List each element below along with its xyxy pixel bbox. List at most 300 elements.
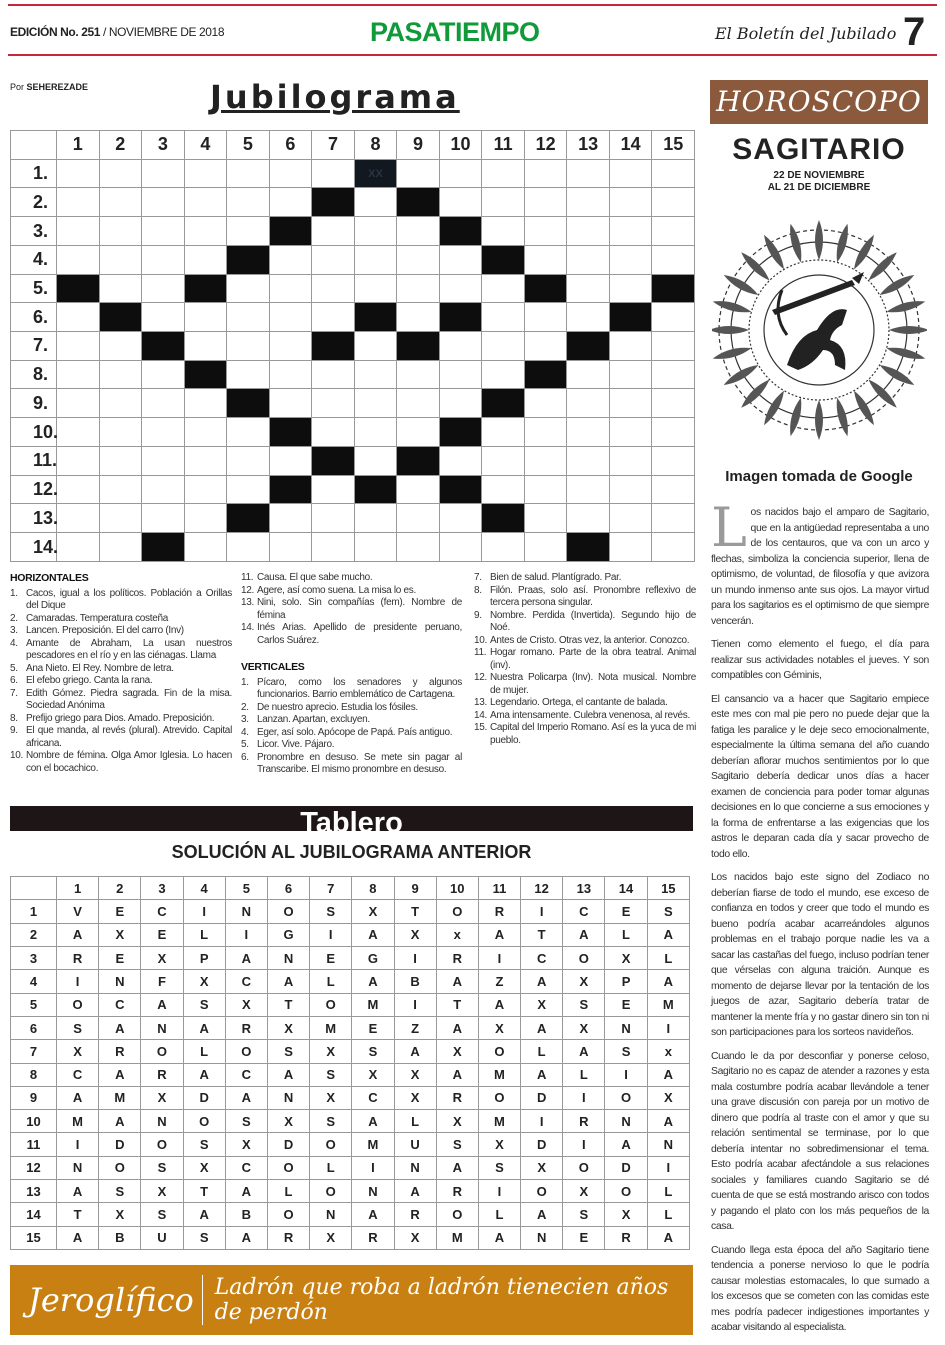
clues-column-1 — [10, 572, 232, 775]
solution-letter: I — [563, 1086, 605, 1109]
clue-text: Ama intensamente. Culebra venenosa, al revés. — [490, 709, 690, 721]
black-cell — [57, 274, 100, 303]
empty-cell[interactable] — [227, 274, 270, 303]
empty-cell[interactable] — [184, 475, 227, 504]
solution-letter: Z — [394, 1016, 436, 1039]
empty-cell[interactable] — [184, 303, 227, 332]
solution-letter: D — [183, 1086, 225, 1109]
row-number: 6. — [11, 303, 57, 332]
black-cell — [482, 504, 525, 533]
solution-letter: X — [563, 1180, 605, 1203]
row-number: 8. — [11, 360, 57, 389]
empty-cell[interactable] — [397, 504, 440, 533]
empty-cell[interactable] — [397, 245, 440, 274]
empty-cell[interactable] — [184, 446, 227, 475]
empty-cell[interactable] — [354, 389, 397, 418]
empty-cell[interactable] — [524, 303, 567, 332]
empty-cell[interactable] — [567, 274, 610, 303]
empty-cell[interactable] — [354, 533, 397, 562]
empty-cell[interactable] — [354, 274, 397, 303]
solution-letter: A — [57, 923, 99, 946]
empty-cell[interactable] — [652, 389, 695, 418]
empty-cell[interactable] — [397, 533, 440, 562]
empty-cell[interactable] — [227, 188, 270, 217]
solution-letter: I — [563, 1133, 605, 1156]
empty-cell[interactable] — [269, 504, 312, 533]
solution-letter: X — [141, 1086, 183, 1109]
empty-cell[interactable] — [439, 245, 482, 274]
solution-letter: O — [57, 993, 99, 1016]
empty-cell[interactable] — [227, 332, 270, 361]
row-number: 11 — [11, 1133, 57, 1156]
empty-cell[interactable] — [184, 245, 227, 274]
empty-cell[interactable] — [184, 332, 227, 361]
empty-cell[interactable] — [227, 360, 270, 389]
black-cell — [567, 533, 610, 562]
horizontales-heading: HORIZONTALES — [10, 572, 89, 584]
empty-cell[interactable] — [57, 389, 100, 418]
empty-cell[interactable] — [482, 446, 525, 475]
solution-letter: N — [310, 1203, 352, 1226]
empty-cell[interactable] — [439, 274, 482, 303]
solution-letter: A — [563, 1040, 605, 1063]
empty-cell[interactable] — [354, 446, 397, 475]
solution-row — [11, 1040, 690, 1063]
empty-cell[interactable] — [524, 389, 567, 418]
empty-cell[interactable] — [354, 245, 397, 274]
solution-letter: R — [141, 1063, 183, 1086]
empty-cell[interactable] — [269, 188, 312, 217]
column-number: 10 — [439, 131, 482, 160]
clue-number: 11. — [241, 572, 254, 583]
empty-cell[interactable] — [397, 217, 440, 246]
solution-letter: I — [394, 946, 436, 969]
empty-cell[interactable] — [652, 475, 695, 504]
empty-cell[interactable] — [99, 159, 142, 188]
empty-cell[interactable] — [57, 504, 100, 533]
empty-cell[interactable] — [57, 418, 100, 447]
grid-row — [11, 332, 695, 361]
empty-cell[interactable] — [609, 217, 652, 246]
empty-cell[interactable] — [269, 389, 312, 418]
solution-letter: A — [521, 1063, 563, 1086]
empty-cell[interactable] — [142, 389, 185, 418]
newspaper-name: El Boletín del Jubilado — [715, 24, 897, 43]
empty-cell[interactable] — [524, 217, 567, 246]
empty-cell[interactable] — [524, 475, 567, 504]
empty-cell[interactable] — [609, 446, 652, 475]
empty-cell[interactable] — [142, 274, 185, 303]
solution-letter: I — [225, 923, 267, 946]
empty-cell[interactable] — [312, 533, 355, 562]
clue — [474, 585, 696, 610]
empty-cell[interactable] — [184, 418, 227, 447]
empty-cell[interactable] — [184, 389, 227, 418]
empty-cell[interactable] — [354, 418, 397, 447]
empty-cell[interactable] — [482, 332, 525, 361]
clue-text: Camaradas. Temperatura costeña — [26, 612, 169, 624]
solution-letter: A — [225, 1180, 267, 1203]
empty-cell[interactable] — [184, 188, 227, 217]
paragraph-6: Cuando llega esta época del año Sagitario tiene tendencia a ponerse nervioso lo que le podría causar molestias estomacales, lo que sumado a los excesos que se cometen con las comidas este mes podría padecer indigestiones importantes y acabar visitando al especialista. — [711, 1244, 929, 1333]
empty-cell[interactable] — [269, 245, 312, 274]
empty-cell[interactable] — [482, 274, 525, 303]
dates-end: AL 21 DE DICIEMBRE — [767, 182, 871, 193]
empty-cell[interactable] — [57, 475, 100, 504]
empty-cell[interactable] — [312, 159, 355, 188]
empty-cell[interactable] — [142, 217, 185, 246]
empty-cell[interactable] — [142, 360, 185, 389]
empty-cell[interactable] — [652, 159, 695, 188]
solution-letter: B — [225, 1203, 267, 1226]
empty-cell[interactable] — [142, 159, 185, 188]
empty-cell[interactable] — [99, 274, 142, 303]
solution-letter: T — [394, 900, 436, 923]
clue-number: 4. — [10, 637, 18, 649]
grid-row — [11, 504, 695, 533]
row-number: 1. — [11, 159, 57, 188]
empty-cell[interactable] — [609, 159, 652, 188]
solution-letter: E — [99, 946, 141, 969]
empty-cell[interactable] — [269, 446, 312, 475]
clue — [241, 572, 462, 585]
empty-cell[interactable] — [227, 303, 270, 332]
empty-cell[interactable] — [567, 360, 610, 389]
petal — [738, 249, 772, 283]
black-cell — [142, 533, 185, 562]
empty-cell[interactable] — [57, 303, 100, 332]
empty-cell[interactable] — [609, 332, 652, 361]
solution-letter: X — [352, 1063, 394, 1086]
empty-cell[interactable] — [439, 389, 482, 418]
empty-cell[interactable] — [99, 217, 142, 246]
sagittarius-illustration — [712, 200, 927, 455]
empty-cell[interactable] — [524, 533, 567, 562]
divider — [202, 1275, 203, 1325]
empty-cell[interactable] — [439, 159, 482, 188]
solution-letter: I — [352, 1156, 394, 1179]
solution-letter: A — [99, 1110, 141, 1133]
empty-cell[interactable] — [99, 389, 142, 418]
row-number: 14 — [11, 1203, 57, 1226]
empty-cell[interactable] — [567, 159, 610, 188]
row-number: 4 — [11, 970, 57, 993]
empty-cell[interactable] — [482, 475, 525, 504]
empty-cell[interactable] — [567, 245, 610, 274]
solution-letter: P — [605, 970, 647, 993]
empty-cell[interactable] — [312, 245, 355, 274]
dates-start: 22 DE NOVIEMBRE — [773, 170, 865, 181]
empty-cell[interactable] — [184, 217, 227, 246]
empty-cell[interactable] — [609, 188, 652, 217]
empty-cell[interactable] — [652, 188, 695, 217]
empty-cell[interactable] — [524, 188, 567, 217]
empty-cell[interactable] — [99, 245, 142, 274]
empty-cell[interactable] — [482, 360, 525, 389]
empty-cell[interactable] — [312, 475, 355, 504]
empty-cell[interactable] — [99, 533, 142, 562]
solution-letter: N — [57, 1156, 99, 1179]
solution-letter: S — [310, 1110, 352, 1133]
empty-cell[interactable] — [57, 188, 100, 217]
column-number: 4 — [184, 131, 227, 160]
solution-letter: X — [394, 1226, 436, 1249]
empty-cell[interactable] — [354, 332, 397, 361]
solution-letter: C — [563, 900, 605, 923]
empty-cell[interactable] — [609, 274, 652, 303]
solution-letter: E — [310, 946, 352, 969]
solution-letter: X — [436, 1040, 478, 1063]
solution-letter: R — [436, 1180, 478, 1203]
solution-letter: P — [183, 946, 225, 969]
solution-letter: L — [478, 1203, 520, 1226]
empty-cell[interactable] — [524, 418, 567, 447]
row-number: 13. — [11, 504, 57, 533]
empty-cell[interactable] — [439, 533, 482, 562]
empty-cell[interactable] — [142, 446, 185, 475]
empty-cell[interactable] — [57, 159, 100, 188]
solution-letter: S — [141, 1203, 183, 1226]
marked-cell: XX — [354, 159, 397, 188]
empty-cell[interactable] — [227, 418, 270, 447]
clue-number: 6. — [241, 751, 249, 763]
empty-cell[interactable] — [184, 159, 227, 188]
empty-cell[interactable] — [482, 217, 525, 246]
solution-letter: A — [647, 1063, 689, 1086]
empty-cell[interactable] — [609, 475, 652, 504]
empty-cell[interactable] — [524, 332, 567, 361]
petal — [815, 220, 823, 260]
empty-cell[interactable] — [652, 533, 695, 562]
empty-cell[interactable] — [397, 303, 440, 332]
column-number: 11 — [482, 131, 525, 160]
empty-cell[interactable] — [269, 274, 312, 303]
column-number: 9 — [394, 877, 436, 900]
black-cell — [184, 274, 227, 303]
clue-number: 8. — [474, 584, 482, 596]
empty-cell[interactable] — [269, 533, 312, 562]
empty-cell[interactable] — [439, 332, 482, 361]
empty-cell[interactable] — [524, 446, 567, 475]
empty-cell[interactable] — [57, 217, 100, 246]
empty-cell[interactable] — [184, 533, 227, 562]
empty-cell[interactable] — [312, 504, 355, 533]
clue — [10, 588, 232, 613]
empty-cell[interactable] — [227, 475, 270, 504]
empty-cell[interactable] — [142, 188, 185, 217]
solution-letter: L — [183, 1040, 225, 1063]
empty-cell[interactable] — [567, 418, 610, 447]
solution-letter: R — [267, 1226, 309, 1249]
empty-cell[interactable] — [609, 360, 652, 389]
solution-letter: O — [521, 1180, 563, 1203]
empty-cell[interactable] — [99, 504, 142, 533]
empty-cell[interactable] — [567, 389, 610, 418]
solution-letter: X — [352, 900, 394, 923]
empty-cell[interactable] — [312, 360, 355, 389]
empty-cell[interactable] — [567, 217, 610, 246]
empty-cell[interactable] — [567, 504, 610, 533]
clue — [474, 722, 696, 747]
empty-cell[interactable] — [652, 303, 695, 332]
empty-cell[interactable] — [439, 504, 482, 533]
black-cell — [269, 475, 312, 504]
empty-cell[interactable] — [652, 217, 695, 246]
empty-cell[interactable] — [312, 217, 355, 246]
clue-number: 12. — [474, 672, 488, 683]
solution-letter: A — [436, 1016, 478, 1039]
empty-cell[interactable] — [652, 446, 695, 475]
clue — [10, 663, 232, 676]
solution-letter: S — [352, 1040, 394, 1063]
empty-cell[interactable] — [184, 504, 227, 533]
empty-cell[interactable] — [397, 159, 440, 188]
empty-cell[interactable] — [269, 360, 312, 389]
empty-cell[interactable] — [142, 504, 185, 533]
empty-cell[interactable] — [524, 245, 567, 274]
solution-letter: X — [225, 993, 267, 1016]
empty-cell[interactable] — [312, 303, 355, 332]
solution-letter: I — [647, 1156, 689, 1179]
black-cell — [184, 360, 227, 389]
empty-cell[interactable] — [99, 446, 142, 475]
solution-letter: E — [605, 900, 647, 923]
empty-cell[interactable] — [269, 303, 312, 332]
solution-letter: R — [605, 1226, 647, 1249]
clue-number: 6. — [10, 675, 18, 686]
solution-letter: R — [436, 946, 478, 969]
solution-letter: L — [394, 1110, 436, 1133]
empty-cell[interactable] — [312, 274, 355, 303]
empty-cell[interactable] — [354, 188, 397, 217]
empty-cell[interactable] — [609, 533, 652, 562]
empty-cell[interactable] — [57, 533, 100, 562]
empty-cell[interactable] — [524, 159, 567, 188]
empty-cell[interactable] — [227, 217, 270, 246]
black-cell — [227, 245, 270, 274]
empty-cell[interactable] — [482, 188, 525, 217]
petal — [815, 400, 823, 440]
empty-cell[interactable] — [524, 504, 567, 533]
empty-cell[interactable] — [227, 446, 270, 475]
empty-cell[interactable] — [57, 446, 100, 475]
empty-cell[interactable] — [269, 332, 312, 361]
empty-cell[interactable] — [227, 533, 270, 562]
empty-cell[interactable] — [652, 504, 695, 533]
solution-letter: N — [267, 946, 309, 969]
corner-cell — [11, 877, 57, 900]
empty-cell[interactable] — [142, 245, 185, 274]
solution-letter: I — [394, 993, 436, 1016]
clue — [474, 710, 696, 723]
clue-number: 4. — [241, 726, 249, 738]
empty-cell[interactable] — [142, 475, 185, 504]
empty-cell[interactable] — [354, 360, 397, 389]
empty-cell[interactable] — [99, 418, 142, 447]
solution-letter: E — [99, 900, 141, 923]
empty-cell[interactable] — [354, 217, 397, 246]
solution-letter: S — [267, 1040, 309, 1063]
empty-cell[interactable] — [482, 418, 525, 447]
solution-letter: F — [141, 970, 183, 993]
empty-cell[interactable] — [312, 418, 355, 447]
empty-cell[interactable] — [652, 245, 695, 274]
black-cell — [312, 332, 355, 361]
solution-letter: S — [563, 993, 605, 1016]
row-number: 6 — [11, 1016, 57, 1039]
solution-letter: B — [99, 1226, 141, 1249]
empty-cell[interactable] — [439, 188, 482, 217]
clue-number: 2. — [10, 612, 18, 624]
empty-cell[interactable] — [652, 360, 695, 389]
empty-cell[interactable] — [397, 274, 440, 303]
clue-text: Capital del Imperio Romano. Así es la yuca de mi pueblo. — [490, 722, 696, 746]
empty-cell[interactable] — [397, 360, 440, 389]
row-number: 10 — [11, 1110, 57, 1133]
empty-cell[interactable] — [57, 332, 100, 361]
empty-cell[interactable] — [609, 418, 652, 447]
empty-cell[interactable] — [567, 188, 610, 217]
empty-cell[interactable] — [99, 188, 142, 217]
empty-cell[interactable] — [652, 418, 695, 447]
solution-letter: A — [647, 1110, 689, 1133]
tablero-banner — [10, 806, 693, 831]
clue-text: Ana Nieto. El Rey. Nombre de letra. — [26, 662, 174, 674]
empty-cell[interactable] — [397, 389, 440, 418]
empty-cell[interactable] — [397, 475, 440, 504]
crossword-grid — [10, 130, 695, 562]
solution-letter: L — [521, 1040, 563, 1063]
solution-letter: A — [141, 993, 183, 1016]
solution-letter: M — [352, 993, 394, 1016]
empty-cell[interactable] — [142, 418, 185, 447]
empty-cell[interactable] — [609, 389, 652, 418]
clue-text: Causa. El que sabe mucho. — [257, 572, 373, 583]
empty-cell[interactable] — [142, 303, 185, 332]
empty-cell[interactable] — [397, 418, 440, 447]
solution-letter: A — [57, 1180, 99, 1203]
empty-cell[interactable] — [439, 360, 482, 389]
empty-cell[interactable] — [567, 446, 610, 475]
solution-letter: X — [141, 946, 183, 969]
empty-cell[interactable] — [482, 533, 525, 562]
empty-cell[interactable] — [567, 303, 610, 332]
solution-letter: R — [225, 1016, 267, 1039]
empty-cell[interactable] — [354, 504, 397, 533]
solution-letter: Z — [478, 970, 520, 993]
row-number: 11. — [11, 446, 57, 475]
empty-cell[interactable] — [482, 159, 525, 188]
empty-cell[interactable] — [57, 360, 100, 389]
solution-letter: M — [436, 1226, 478, 1249]
empty-cell[interactable] — [227, 159, 270, 188]
empty-cell[interactable] — [269, 159, 312, 188]
empty-cell[interactable] — [99, 332, 142, 361]
empty-cell[interactable] — [609, 504, 652, 533]
empty-cell[interactable] — [99, 475, 142, 504]
empty-cell[interactable] — [609, 245, 652, 274]
empty-cell[interactable] — [57, 245, 100, 274]
empty-cell[interactable] — [312, 389, 355, 418]
solution-letter: D — [99, 1133, 141, 1156]
solution-letter: C — [141, 900, 183, 923]
empty-cell[interactable] — [99, 360, 142, 389]
empty-cell[interactable] — [439, 446, 482, 475]
empty-cell[interactable] — [567, 475, 610, 504]
empty-cell[interactable] — [482, 303, 525, 332]
empty-cell[interactable] — [652, 332, 695, 361]
solution-letter: G — [352, 946, 394, 969]
